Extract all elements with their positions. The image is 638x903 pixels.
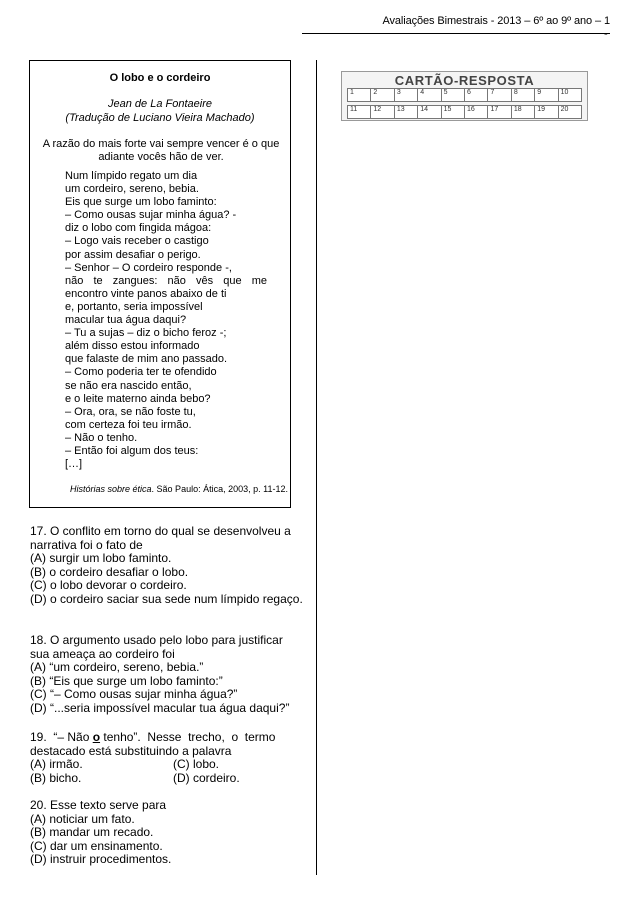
answer-cell[interactable]: 8 <box>511 88 535 102</box>
answer-cell[interactable]: 9 <box>534 88 558 102</box>
column-divider <box>316 60 317 875</box>
answer-cell[interactable]: 18 <box>511 105 535 119</box>
question-option: (C) o lobo devorar o cordeiro. <box>30 578 187 592</box>
answer-cell[interactable]: 16 <box>464 105 488 119</box>
poem-word: não <box>167 274 186 287</box>
answer-card <box>341 71 588 121</box>
question-option: (B) bicho. <box>30 770 82 785</box>
answer-cell[interactable]: 7 <box>487 88 511 102</box>
poem-line: Eis que surge um lobo faminto: <box>65 196 217 209</box>
page-header: Avaliações Bimestrais - 2013 – 6º ao 9º ano – 1 <box>382 15 610 27</box>
answer-cell[interactable]: 15 <box>441 105 465 119</box>
poem-line: um cordeiro, sereno, bebia. <box>65 183 199 196</box>
option-pair <box>30 772 312 786</box>
question-stem: narrativa foi o fato de <box>30 537 143 552</box>
poem <box>65 170 275 458</box>
question-stem: sua ameaça ao cordeiro foi <box>30 646 175 661</box>
answer-cell[interactable]: 20 <box>558 105 582 119</box>
question-stem: 20. Esse texto serve para <box>30 798 167 812</box>
answer-cell[interactable]: 11 <box>347 105 371 119</box>
answer-cell[interactable]: 10 <box>558 88 582 102</box>
poem-line: – Como poderia ter te ofendido <box>65 366 217 379</box>
poem-line: – Senhor – O cordeiro responde -, <box>65 261 232 274</box>
poem-line: além disso estou informado <box>65 340 200 353</box>
stem-part: tenho”. Nesse trecho, o termo <box>100 730 276 744</box>
question-option: (B) “Eis que surge um lobo faminto:” <box>30 673 223 688</box>
answer-cell[interactable]: 19 <box>534 105 558 119</box>
poem-word: que <box>223 274 242 287</box>
question-option: (C) dar um ensinamento. <box>30 838 163 853</box>
poem-line: – Como ousas sujar minha água? - <box>65 209 237 222</box>
reading-title: O lobo e o cordeiro <box>109 72 211 84</box>
poem-line: com certeza foi teu irmão. <box>65 418 192 431</box>
poem-word: zangues: <box>112 274 158 287</box>
poem-word: te <box>93 274 103 287</box>
question-17 <box>30 525 312 606</box>
question-option: (A) “um cordeiro, sereno, bebia.” <box>30 660 204 674</box>
stem-part: 19. “– Não <box>30 730 93 744</box>
answer-cell[interactable]: 6 <box>464 88 488 102</box>
poem-line: se não era nascido então, <box>65 379 192 392</box>
question-option: (B) o cordeiro desafiar o lobo. <box>30 564 189 579</box>
poem-line-justified <box>65 275 267 288</box>
poem-line: por assim desafiar o perigo. <box>65 248 201 261</box>
poem-line: diz o lobo com fingida mágoa: <box>65 222 212 235</box>
answer-card-title: CARTÃO-RESPOSTA <box>394 73 535 88</box>
source-title: Histórias sobre ética <box>70 484 152 494</box>
answer-cell[interactable]: 1 <box>347 88 371 102</box>
header-dash: - <box>604 28 608 40</box>
answer-cell[interactable]: 12 <box>370 105 394 119</box>
question-18 <box>30 634 312 715</box>
question-20 <box>30 799 312 867</box>
question-19 <box>30 731 312 785</box>
reading-author: Jean de La Fontaeire <box>108 98 212 110</box>
poem-word: não <box>65 274 84 287</box>
poem-line: – Tu a sujas – diz o bicho feroz -; <box>65 327 227 340</box>
question-option: (D) “...seria impossível macular tua água daqui?” <box>30 700 290 715</box>
question-stem <box>30 731 312 745</box>
question-option: (D) o cordeiro saciar sua sede num límpido regaço. <box>30 591 303 606</box>
source-details: . São Paulo: Ática, 2003, p. 11-12. <box>151 484 288 494</box>
answer-cell[interactable]: 2 <box>370 88 394 102</box>
reading-intro: A razão do mais forte vai sempre vencer é o que adiante vocês hão de ver. <box>42 138 280 163</box>
question-option: (B) mandar um recado. <box>30 825 154 839</box>
poem-line: macular tua água daqui? <box>65 314 187 327</box>
answer-cell[interactable]: 17 <box>487 105 511 119</box>
poem-line: – Ora, ora, se não foste tu, <box>65 405 196 418</box>
poem-line: – Logo vais receber o castigo <box>65 235 209 248</box>
question-option: (C) “– Como ousas sujar minha água?” <box>30 687 238 701</box>
answer-cell[interactable]: 5 <box>441 88 465 102</box>
question-option: (A) surgir um lobo faminto. <box>30 551 172 565</box>
answer-cell[interactable]: 4 <box>417 88 441 102</box>
poem-line: e, portanto, seria impossível <box>65 300 203 313</box>
poem-ellipsis: […] <box>65 458 83 470</box>
highlighted-word: o <box>92 730 101 744</box>
question-stem: destacado está substituindo a palavra <box>30 743 232 758</box>
question-option: (C) lobo. <box>173 757 220 771</box>
option-pair <box>30 758 312 772</box>
reading-translator: (Tradução de Luciano Vieira Machado) <box>65 112 255 124</box>
reading-source <box>70 484 288 494</box>
question-option: (D) cordeiro. <box>173 770 240 785</box>
poem-line: encontro vinte panos abaixo de ti <box>65 287 227 300</box>
poem-word: me <box>251 274 267 287</box>
header-underline <box>302 33 610 34</box>
poem-line: Num límpido regato um dia <box>65 170 198 182</box>
question-option: (A) irmão. <box>30 757 83 771</box>
poem-line: que falaste de mim ano passado. <box>65 353 228 366</box>
question-stem: 18. O argumento usado pelo lobo para justificar <box>30 633 283 647</box>
poem-line: e o leite materno ainda bebo? <box>65 392 211 405</box>
question-option: (D) instruir procedimentos. <box>30 852 172 866</box>
question-stem: 17. O conflito em torno do qual se desenvolveu a <box>30 524 291 538</box>
reading-text-box <box>29 60 291 508</box>
answer-cell[interactable]: 13 <box>394 105 418 119</box>
question-option: (A) noticiar um fato. <box>30 811 135 826</box>
poem-word: vês <box>196 274 214 287</box>
answer-card-row <box>348 88 582 102</box>
poem-line: – Não o tenho. <box>65 431 138 444</box>
answer-cell[interactable]: 14 <box>417 105 441 119</box>
answer-card-row <box>348 105 582 119</box>
answer-cell[interactable]: 3 <box>394 88 418 102</box>
poem-line: – Então foi algum dos teus: <box>65 444 199 457</box>
